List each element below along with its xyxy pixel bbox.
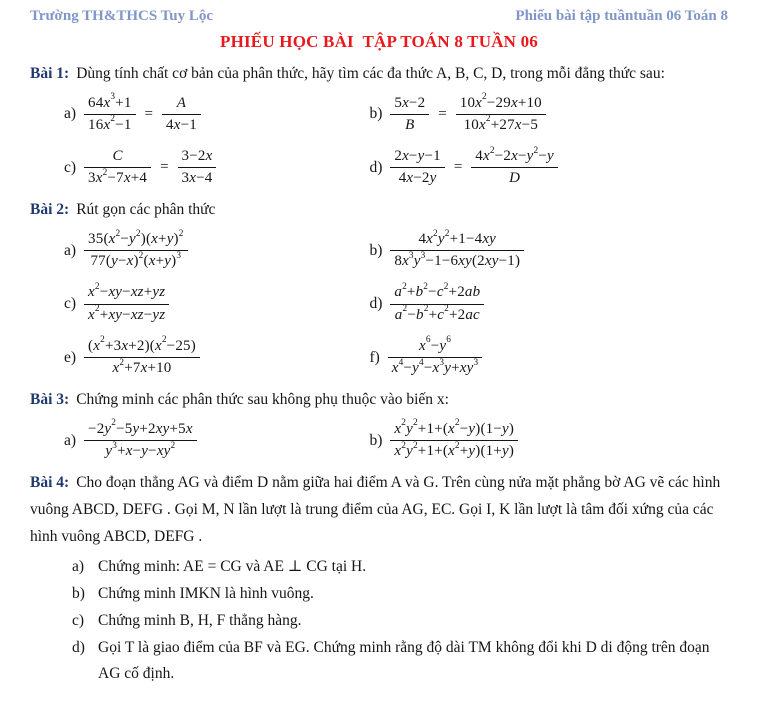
header-right-text: Phiếu bài tập tuầntuần 06 Toán 8 [515,8,728,24]
list-item-text: Chứng minh: AE = CG và AE ⊥ CG tại H. [98,558,367,576]
equals-sign: = [438,105,447,122]
fraction-denominator: $x^2+7x+10$ [112,357,172,376]
math-equation [369,283,728,324]
fraction-numerator: $4x^2-2x-y^2-y$ [471,147,558,168]
equation-tag: d) [369,158,383,176]
problem-1-label: Bài 1: [30,65,70,82]
fraction [84,94,136,135]
list-item-text: Chứng minh IMKN là hình vuông. [98,585,314,603]
problem-3 [30,387,728,461]
fraction [390,230,524,271]
problem-3-intro: Chứng minh các phân thức sau không phụ thuộc vào biến x: [76,391,449,409]
fraction [84,147,151,188]
fraction-denominator: $a^2-b^2+c^2+2ac$ [394,304,480,323]
problem-4-label: Bài 4: [30,474,70,492]
fraction-denominator: $y^3+x-y-xy^2$ [105,440,176,460]
worksheet-title: PHIẾU HỌC BÀI TẬP TOÁN 8 TUẦN 06 [219,32,538,51]
fraction [178,147,217,188]
equation-tag: c) [64,295,77,313]
fraction-denominator: $16x^2-1$ [88,114,132,133]
fraction [84,420,197,461]
equals-sign: = [144,105,154,122]
equation-tag: e) [64,348,77,366]
list-item [72,635,728,687]
fraction-numerator: $x^6-y^6$ [388,337,483,358]
fraction-denominator: $8x^3y^3-1-6xy(2xy-1)$ [394,250,521,270]
fraction-denominator: $x^2y^2+1+(x^2+y)(1+y)$ [394,440,515,460]
fraction-denominator: B [405,116,415,133]
equation-tag: b) [369,241,383,259]
list-item [72,608,728,634]
fraction-denominator: $3x^2-7x+4$ [88,167,148,187]
list-item-tag: a) [72,558,85,576]
fraction-numerator: $4x^2y^2+1-4xy$ [390,230,524,251]
fraction [84,337,200,378]
fraction-numerator: $a^2+b^2-c^2+2ab$ [390,283,484,304]
fraction-numerator: 5x−2 [390,94,429,115]
fraction-denominator: $10x^2+27x-5$ [463,114,539,133]
equation-tag: a) [64,241,77,259]
list-item-tag: b) [72,585,85,603]
equation-tag: a) [64,105,77,123]
fraction-denominator: $x^2+xy-xz-yz$ [88,304,166,323]
list-item [72,581,728,607]
fraction-numerator: 3−2x [178,147,217,168]
fraction-numerator: $x^2-xy-xz+yz$ [84,283,169,304]
fraction-denominator: 3x−4 [181,170,213,187]
list-item-tag: c) [72,612,85,630]
problem-3-label: Bài 3: [30,391,70,409]
problem-3-equations [30,420,728,461]
fraction [162,94,201,135]
fraction-numerator: C [84,147,151,168]
equation-tag: d) [369,295,383,313]
fraction [456,94,546,135]
problem-2-statement [30,197,728,224]
list-item-text: Gọi T là giao điểm của BF và EG. Chứng minh rằng độ dài TM không đổi khi D di động trên đoạn AG cố định. [98,639,710,683]
math-equation [64,283,369,324]
fraction-numerator: $x^2y^2+1+(x^2-y)(1-y)$ [390,420,518,441]
fraction-numerator: $64x^3+1$ [84,94,136,115]
list-item-text: Chứng minh B, H, F thẳng hàng. [98,612,302,630]
problem-4-items [30,554,728,687]
problem-2 [30,197,728,378]
fraction-denominator: D [509,170,521,187]
problem-2-equations [30,230,728,378]
list-item [72,554,728,580]
fraction-numerator: $10x^2-29x+10$ [456,94,546,115]
equation-tag: b) [369,431,383,449]
equals-sign: = [453,159,463,176]
math-equation [64,337,369,378]
fraction [390,283,484,324]
equation-tag: b) [369,105,383,123]
equals-sign: = [160,159,169,176]
math-equation [64,147,369,188]
fraction [84,283,169,324]
school-name: Trường TH&THCS Tuy Lộc [30,8,214,24]
problem-1 [30,61,728,188]
problem-4 [30,470,728,687]
problem-1-equations [30,94,728,189]
math-equation [369,337,728,378]
document-header [30,8,728,25]
fraction-denominator: 4x−2y [398,170,437,187]
fraction [390,420,518,461]
problem-3-statement [30,387,728,414]
problem-1-intro: Dùng tính chất cơ bản của phân thức, hãy tìm các đa thức A, B, C, D, trong mỗi đẳng thức sau: [76,65,665,82]
math-equation [369,94,728,135]
fraction [390,94,429,135]
math-equation [369,147,728,188]
fraction-denominator: $77(y-x)^2(x+y)^3$ [90,250,182,270]
math-equation [64,94,369,135]
equation-tag: f) [369,348,380,366]
fraction-denominator: 4x−1 [166,116,197,133]
math-equation [64,420,369,461]
math-equation [64,230,369,271]
equation-tag: a) [64,431,77,449]
fraction-numerator: 2x−y−1 [390,147,444,168]
fraction-numerator: $(x^2+3x+2)(x^2-25)$ [84,337,200,358]
math-equation [369,420,728,461]
problem-1-statement [30,61,728,88]
equation-tag: c) [64,158,77,176]
list-item-tag: d) [72,639,85,657]
problem-2-intro: Rút gọn các phân thức [76,201,216,219]
fraction [390,147,444,188]
math-equation [369,230,728,271]
fraction-numerator: $-2y^2-5y+2xy+5x$ [84,420,197,441]
fraction-denominator: $x^4-y^4-x^3y+xy^3$ [391,357,479,376]
fraction-numerator: $35(x^2-y^2)(x+y)^2$ [84,230,188,251]
problem-4-statement [30,470,728,550]
fraction-numerator: A [162,94,201,115]
fraction [471,147,558,188]
problem-2-label: Bài 2: [30,201,70,219]
fraction [84,230,188,271]
problem-4-intro: Cho đoạn thẳng AG và điểm D nằm giữa hai điểm A và G. Trên cùng nửa mặt phẳng bờ AG vẽ các hình vuông ABCD, DEFG . Gọi M, N lần lượt là trung điểm của AG, EC. Gọi I, K lần lượt là tâm đối xứng của các hình vuông ABCD, DEFG . [30,474,721,545]
fraction [388,337,483,378]
